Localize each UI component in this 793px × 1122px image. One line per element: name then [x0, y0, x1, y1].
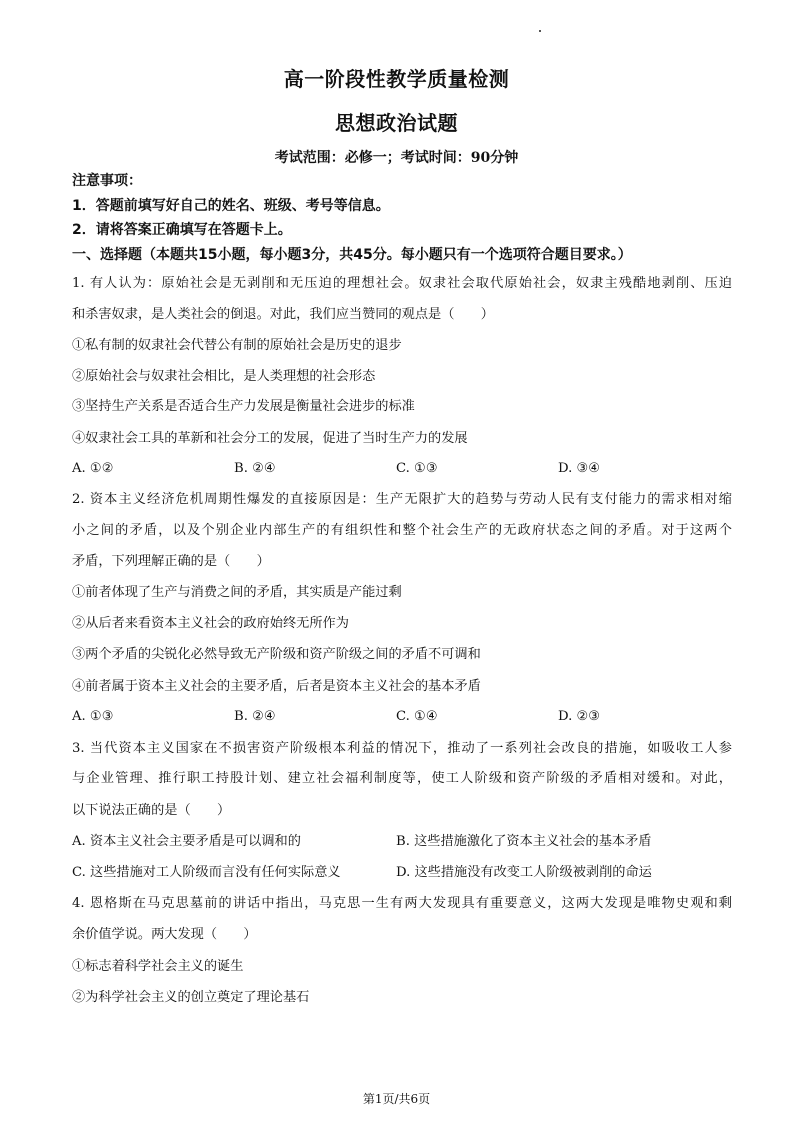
option-c[interactable]: C. 这些措施对工人阶级而言没有任何实际意义 [72, 865, 341, 880]
question-3-stem: 与企业管理、推行职工持股计划、建立社会福利制度等，使工人阶级和资产阶级的矛盾相对缓和。对此， [72, 771, 732, 786]
question-2-statement: ②从后者来看资本主义社会的政府始终无所作为 [72, 616, 349, 631]
option-b[interactable]: B. ②④ [234, 709, 276, 724]
option-d[interactable]: D. ③④ [558, 461, 601, 476]
question-2-stem: 矛盾，下列理解正确的是（ ） [72, 554, 270, 569]
exam-scope: 考试范围：必修一；考试时间：90分钟 [274, 150, 519, 166]
question-3-options-row2 [72, 864, 732, 882]
note-item: 2．请将答案正确填写在答题卡上。 [72, 222, 292, 238]
question-1-statement: ①私有制的奴隶社会代替公有制的原始社会是历史的退步 [72, 338, 402, 353]
question-3-stem: 3. 当代资本主义国家在不损害资产阶级根本利益的情况下，推动了一系列社会改良的措施，如吸收工人参 [72, 741, 732, 756]
notes-heading: 注意事项： [72, 173, 142, 189]
option-a[interactable]: A. ①② [72, 461, 114, 476]
question-4-statement: ①标志着科学社会主义的诞生 [72, 959, 244, 974]
question-2-options [72, 708, 732, 726]
question-2-stem: 小之间的矛盾，以及个别企业内部生产的有组织性和整个社会生产的无政府状态之间的矛盾。对于这两个 [72, 523, 732, 538]
option-d[interactable]: D. ②③ [558, 709, 601, 724]
question-1-statement: ④奴隶社会工具的革新和社会分工的发展，促进了当时生产力的发展 [72, 431, 468, 446]
section-heading: 一、选择题（本题共15小题，每小题3分，共45分。每小题只有一个选项符合题目要求。） [72, 247, 632, 263]
option-d[interactable]: D. 这些措施没有改变工人阶级被剥削的命运 [396, 865, 652, 880]
question-3-stem: 以下说法正确的是（ ） [72, 803, 231, 818]
option-a[interactable]: A. ①③ [72, 709, 114, 724]
question-1-statement: ②原始社会与奴隶社会相比，是人类理想的社会形态 [72, 369, 376, 384]
question-4-stem: 4. 恩格斯在马克思墓前的讲话中指出，马克思一生有两大发现具有重要意义，这两大发现是唯物史观和剩 [72, 896, 732, 911]
option-b[interactable]: B. ②④ [234, 461, 276, 476]
question-2-statement: ④前者属于资本主义社会的主要矛盾，后者是资本主义社会的基本矛盾 [72, 679, 481, 694]
option-c[interactable]: C. ①③ [396, 461, 438, 476]
question-1-options [72, 460, 732, 478]
exam-subtitle: 思想政治试题 [335, 111, 458, 135]
question-1-stem: 1. 有人认为：原始社会是无剥削和无压迫的理想社会。奴隶社会取代原始社会，奴隶主残酷地剥削、压迫 [72, 276, 732, 291]
exam-title: 高一阶段性教学质量检测 [283, 67, 510, 91]
question-1-statement: ③坚持生产关系是否适合生产力发展是衡量社会进步的标准 [72, 399, 415, 414]
scan-dot [539, 30, 541, 32]
question-1-stem: 和杀害奴隶，是人类社会的倒退。对此，我们应当赞同的观点是（ ） [72, 307, 494, 322]
option-a[interactable]: A. 资本主义社会主要矛盾是可以调和的 [72, 834, 301, 849]
question-2-statement: ③两个矛盾的尖锐化必然导致无产阶级和资产阶级之间的矛盾不可调和 [72, 647, 481, 662]
option-b[interactable]: B. 这些措施激化了资本主义社会的基本矛盾 [396, 834, 652, 849]
note-item: 1．答题前填写好自己的姓名、班级、考号等信息。 [72, 198, 390, 214]
option-c[interactable]: C. ①④ [396, 709, 438, 724]
question-4-stem: 余价值学说。两大发现（ ） [72, 927, 257, 942]
question-2-statement: ①前者体现了生产与消费之间的矛盾，其实质是产能过剩 [72, 585, 402, 600]
question-3-options-row1 [72, 833, 732, 851]
page-number: 第1页/共6页 [362, 1092, 431, 1106]
question-4-statement: ②为科学社会主义的创立奠定了理论基石 [72, 990, 310, 1005]
question-2-stem: 2. 资本主义经济危机周期性爆发的直接原因是：生产无限扩大的趋势与劳动人民有支付能力的需求相对缩 [72, 492, 732, 507]
